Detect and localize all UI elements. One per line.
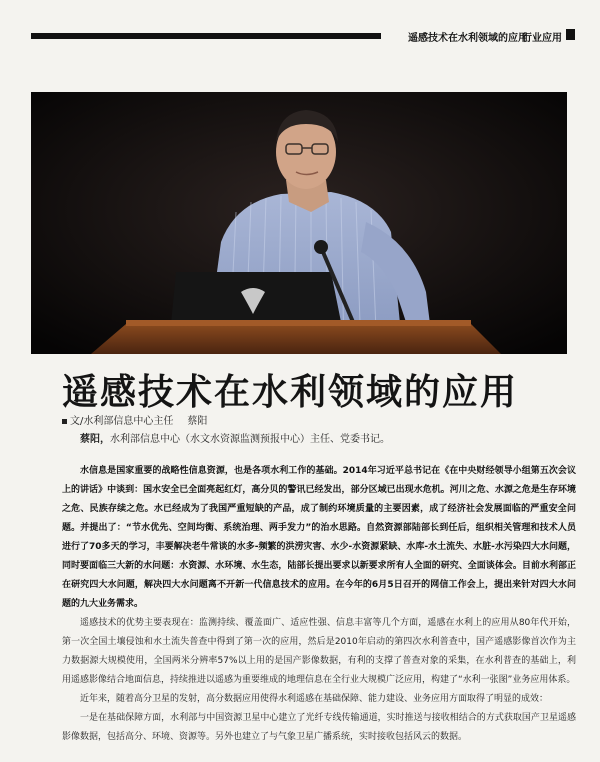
section-label: 行业应用 (522, 33, 562, 44)
paragraph: 一是在基础保障方面，水利部与中国资源卫星中心建立了光纤专线传输通道，实时推送与接收相结合的方式获取国产卫星遥感影像数据，包括高分、环境、资源等。另外也建立了与气象卫星广播系统，实时接收包括风云的数据。 (62, 713, 576, 742)
byline-prefix: 文/水利部信息中心主任 (70, 416, 174, 427)
byline-author: 蔡阳 (187, 416, 208, 427)
speaker-photo (31, 92, 567, 354)
bio-text: 水利部信息中心（水文水资源监测预报中心）主任、党委书记。 (110, 434, 390, 445)
speaker-photo-icon (31, 92, 567, 354)
article-title: 遥感技术在水利领域的应用 (62, 371, 519, 413)
paragraph: 水信息是国家重要的战略性信息资源，也是各项水利工作的基础。2014年习近平总书记在《在中央财经领导小组第五次会议上的讲话》中谈到：国水安全已全面亮起红灯，高分贝的警讯已经发出，部分区域已出现水危机。河川之危、水源之危是生存环境之危、民族存续之危。水已经成为了我国严重短缺的产品，成了制约环境质量的主要因素，成了经济社会发展面临的严重安全问题。并提出了：“节水优先、空间均衡、系统治理、两手发力”的治水思路。自然资源部陆部长到任后，组织相关管理和技术人员进行了70多天的学习，丰要解决老牛常谈的水多-频繁的洪涝灾害、水少-水资源紧缺、水库-水土流失、水脏-水污染四大水问题，同时要面临三大新的水问题：水资源、水环境、水生态，陆部长提出要求以新要求所有人全面的研究、全面谈体会。目前水利部正在研究四大水问题，解决四大水问题离不开新一代信息技术的应用。在今年的6月5日召开的网信工作会上，提出来针对四大水问题的九大业务需求。 (62, 466, 576, 609)
paragraph: 遥感技术的优势主要表现在：监测持续、覆盖面广、适应性强、信息丰富等几个方面，遥感在水利上的应用从80年代开始，第一次全国土壤侵蚀和水土流失普查中得到了第一次的应用，然后是2010年启动的第四次水利普查中，国产遥感影像首次作为主力数据源大规模使用，全国两米分辨率57%以上用的是国产影像数据，有利的支撑了普查对象的采集，在水利普查的基础上，利用遥感影像结合地面信息，持续推进以遥感为重要维成的地理信息在全行业大规模广泛应用，构建了“水利一张图”业务应用体系。 (62, 618, 576, 685)
byline (62, 412, 207, 427)
running-title: 遥感技术在水利领域的应用 (408, 33, 528, 44)
paragraph: 近年来，随着高分卫星的发射，高分数据应用使得水利遥感在基础保障、能力建设、业务应用方面取得了明显的成效： (80, 694, 549, 704)
section-mark (566, 29, 575, 40)
header-rule (31, 33, 381, 39)
author-bio (80, 430, 390, 445)
byline-square-icon (62, 419, 67, 424)
article-body (62, 462, 576, 747)
bio-name: 蔡阳， (80, 434, 110, 445)
